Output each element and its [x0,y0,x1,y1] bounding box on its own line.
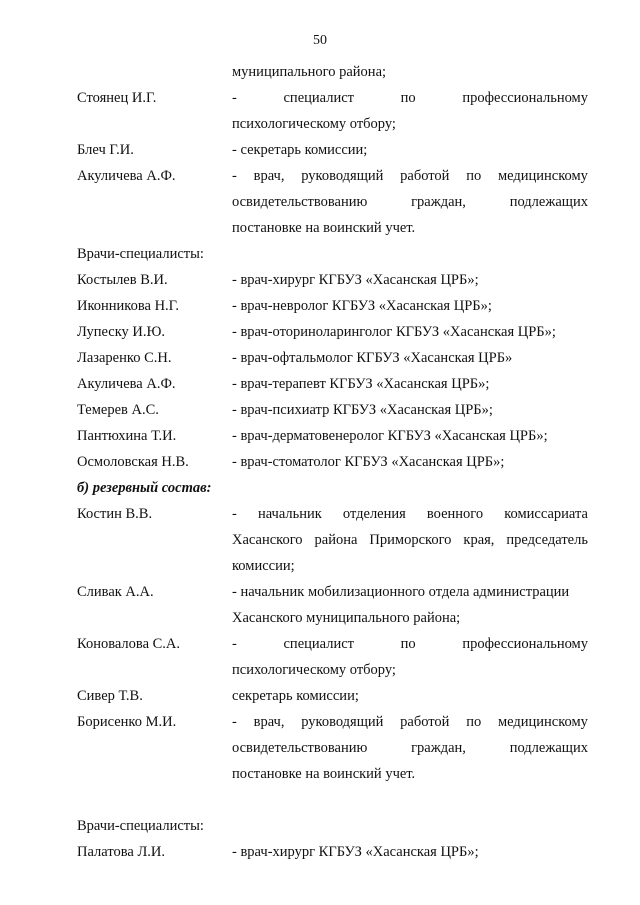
specialist-role: - врач-невролог КГБУЗ «Хасанская ЦРБ»; [232,298,492,314]
word: - [232,168,237,184]
member-role-line: секретарь комиссии; [232,688,359,704]
specialist-name: Лазаренко С.Н. [77,350,172,366]
text-line: психологическому отбору; [232,116,396,132]
member-name: Сливак А.А. [77,584,154,600]
page-number: 50 [313,33,327,48]
specialist-name: Осмоловская Н.В. [77,454,189,470]
word: по [400,90,416,106]
section-heading: Врачи-специалисты: [77,818,204,834]
word: профессиональному [462,90,588,106]
member-name: Сивер Т.В. [77,688,143,704]
specialist-role: - врач-хирург КГБУЗ «Хасанская ЦРБ»; [232,272,479,288]
member-name: Коновалова С.А. [77,636,181,652]
reserve-heading: б) резервный состав: [77,480,212,496]
text-line [232,532,588,549]
member-name: Борисенко М.И. [77,714,177,730]
text-line: муниципального района; [232,64,387,80]
word: руководящий [301,714,384,730]
specialist-name: Костылев В.И. [77,272,168,288]
word: Приморского [369,532,452,548]
specialist-name: Иконникова Н.Г. [77,298,180,314]
text-line: постановке на воинский учет. [232,220,416,236]
specialist-role: - врач-офтальмолог КГБУЗ «Хасанская ЦРБ» [232,350,513,366]
word: освидетельствованию [232,194,368,210]
specialist-role: - врач-стоматолог КГБУЗ «Хасанская ЦРБ»; [232,454,505,470]
text-line [232,740,588,757]
specialist-role: - врач-хирург КГБУЗ «Хасанская ЦРБ»; [232,844,479,860]
member-name: Акуличева А.Ф. [77,168,176,184]
specialist-role: - врач-психиатр КГБУЗ «Хасанская ЦРБ»; [232,402,493,418]
word: - [232,714,237,730]
member-role-line: - начальник мобилизационного отдела администрации [232,584,570,600]
text-line: Хасанского муниципального района; [232,610,461,626]
member-role-line: - секретарь комиссии; [232,142,368,158]
word: председатель [506,532,588,548]
word: комиссариата [504,506,588,522]
word: граждан, [411,194,466,210]
word: граждан, [411,740,466,756]
member-name: Стоянец И.Г. [77,90,157,106]
word: подлежащих [509,740,588,756]
word: - [232,636,237,652]
member-name: Костин В.В. [77,506,153,522]
word: отделения [342,506,406,522]
specialist-name: Лупеску И.Ю. [77,324,166,340]
text-line: комиссии; [232,558,295,574]
text-line [232,194,588,211]
member-name: Блеч Г.И. [77,142,134,158]
word: медицинскому [497,168,588,184]
member-role-line [232,714,588,731]
specialist-role: - врач-терапевт КГБУЗ «Хасанская ЦРБ»; [232,376,490,392]
specialist-role: - врач-дерматовенеролог КГБУЗ «Хасанская ЦРБ»; [232,428,548,444]
word: по [466,714,482,730]
member-role-line [232,506,588,523]
specialist-role: - врач-оториноларинголог КГБУЗ «Хасанская ЦРБ»; [232,324,556,340]
word: - [232,506,237,522]
word: врач, [253,168,285,184]
word: края, [463,532,495,548]
word: Хасанского [232,532,303,548]
word: руководящий [301,168,384,184]
word: специалист [283,90,354,106]
text-line: психологическому отбору; [232,662,396,678]
word: - [232,90,237,106]
member-role-line [232,90,588,107]
word: профессиональному [462,636,588,652]
specialist-name: Пантюхина Т.И. [77,428,177,444]
member-role-line [232,168,588,185]
word: по [400,636,416,652]
word: специалист [283,636,354,652]
word: района [314,532,358,548]
text-line: постановке на воинский учет. [232,766,416,782]
word: работой [400,168,450,184]
word: военного [426,506,484,522]
specialist-name: Акуличева А.Ф. [77,376,176,392]
word: освидетельствованию [232,740,368,756]
word: начальник [257,506,322,522]
word: медицинскому [497,714,588,730]
member-role-line [232,636,588,653]
section-heading: Врачи-специалисты: [77,246,204,262]
word: работой [400,714,450,730]
word: по [466,168,482,184]
word: врач, [253,714,285,730]
specialist-name: Темерев А.С. [77,402,159,418]
word: подлежащих [509,194,588,210]
specialist-name: Палатова Л.И. [77,844,165,860]
